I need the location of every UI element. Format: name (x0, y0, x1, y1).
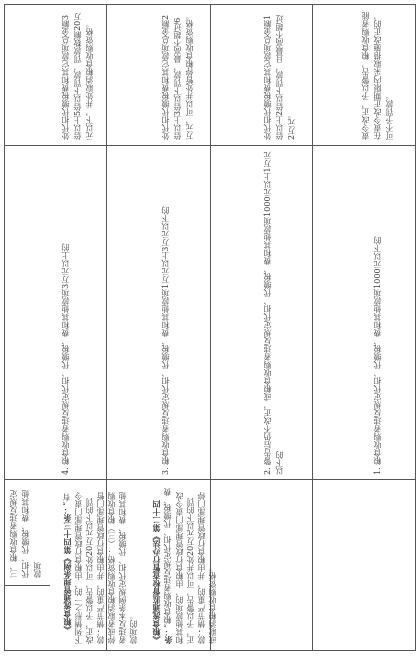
situation-cell: 2. 警告后仍不改正，或粮食收购者违反规定代扣、代缴税、费和其他款项1000元以上1万元以下的 (263, 151, 284, 475)
situation-cell: 4. 粮食收购者违反规定代扣、代缴税、费和其他款项3万元以上的 (61, 243, 70, 475)
legal-basis-title: 《粮食流通管理条例》第四十三条： (62, 505, 72, 634)
category-cell: 三、粮食收购者违反规定代扣、代缴税、费和其他款项 (9, 490, 42, 578)
penalty-cell: 处代扣代缴税费和其它款项总金额3倍以上5倍以下罚款，罚款数额20万元以下，并处取消粮食收购资格。 (61, 12, 94, 140)
column-divider (4, 479, 416, 480)
table-border-right (415, 4, 416, 651)
situation-cell: 3. 粮食收购者违反规定代扣、代缴税、费和其他款项1万元以上3万元以下的 (161, 206, 170, 475)
row-divider (210, 4, 211, 651)
column-divider (5, 585, 50, 586)
legal-basis-text: “粮食收购者违反规定代扣、代缴税、费和其他款项的，由粮食行政管理部门责令改正，予以警告，可以并处20万元以下的罚款；情节严重的，并由粮食行政管理部门停或取消粮食收购资格。 (163, 487, 217, 644)
column-divider (4, 145, 416, 146)
legal-basis-cell (50, 486, 217, 644)
legal-basis-title: 《粮食流通监督检查暂行办法》第二十四条： (151, 500, 173, 644)
penalty-cell: 处代扣代缴税费和其它款项总金额2倍以上3倍以下罚款，最高不超过6万元，可以并处暂停粮食收购资格。 (161, 12, 194, 140)
legal-basis-text: “有下列情形之一的，由粮食行政管理部门责令改正，予以警告，可以处20万元以下的罚款；情节严重的，并由粮食行政管理部门暂停或者取消粮食收购资格：（三）粮食收购者违反本条例规定代扣、代缴税、费和其他款项的。 (62, 492, 138, 644)
row-divider (312, 4, 313, 651)
penalty-cell: 处代扣代缴税费和其它款项总金额1倍以上2倍以下罚款，且最高不超过2万元。 (263, 14, 296, 140)
table-border-left (4, 4, 5, 651)
penalty-cell: 责令改正，予以警告，粮食收购者能在责令改正期限内采取措施改正的，可不予罚款。 (361, 12, 394, 140)
situation-cell: 1. 粮食收购者违反规定代扣、代缴税、费和其他款项1000元以下的 (373, 236, 382, 475)
